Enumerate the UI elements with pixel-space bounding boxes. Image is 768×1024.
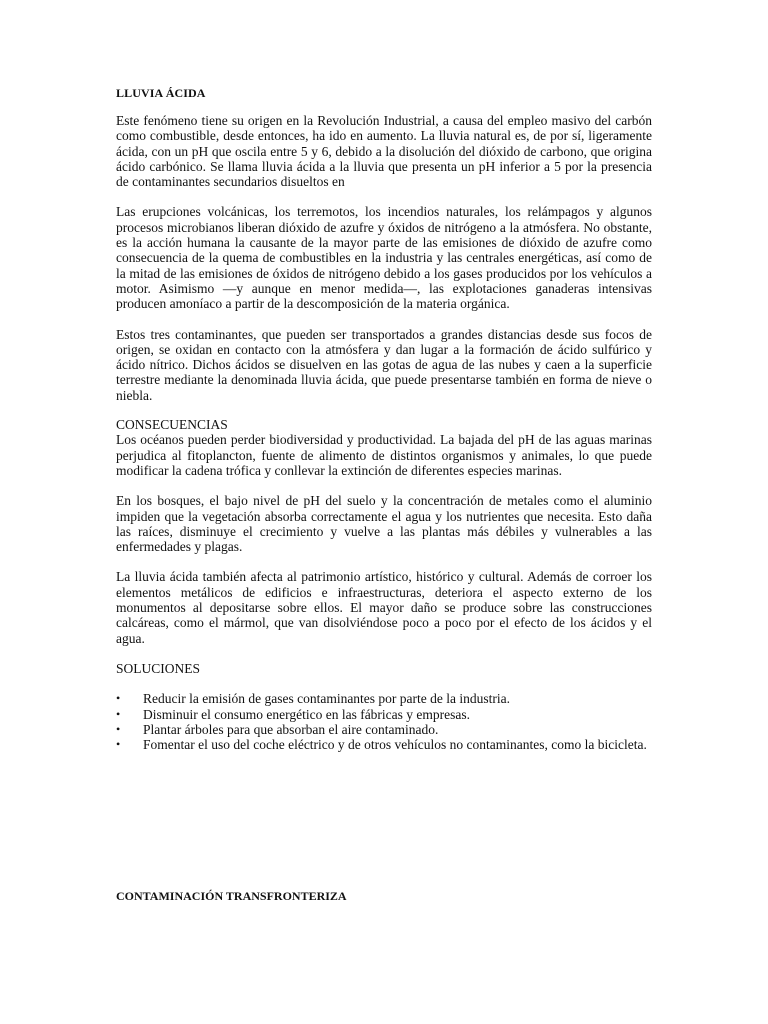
paragraph-heritage: La lluvia ácida también afecta al patrimonio artístico, histórico y cultural. Además de corroer los elementos metálicos de edificios e infraestructuras, deteriora el aspecto externo de los monumentos al depositarse sobre ellos. El mayor daño se produce sobre las construcciones calcáreas, como el mármol, que van disolviéndose poco a poco por el efecto de los ácidos y el agua. [116,569,652,646]
bullet-icon: • [116,737,121,752]
list-item-text: Plantar árboles para que absorban el aire contaminado. [143,721,439,737]
paragraph-formation: Estos tres contaminantes, que pueden ser transportados a grandes distancias desde sus focos de origen, se oxidan en contacto con la atmósfera y dan lugar a la formación de ácido sulfúrico y ácido nítrico. Dichos ácidos se disuelven en las gotas de agua de las nubes y caen a la superficie terrestre mediante la denominada lluvia ácida, que puede presentarse también en forma de nieve o niebla. [116,326,652,403]
bullet-icon: • [116,706,121,721]
list-item [116,722,652,737]
document-title: LLUVIA ÁCIDA [116,86,206,100]
list-item [116,691,652,706]
soluciones-list [116,691,652,752]
list-item [116,737,652,752]
bullet-icon: • [116,721,121,736]
paragraph-origin: Este fenómeno tiene su origen en la Revolución Industrial, a causa del empleo masivo del carbón como combustible, desde entonces, ha ido en aumento. La lluvia natural es, de por sí, ligeramente ácida, con un pH que oscila entre 5 y 6, debido a la disolución del dióxido de carbono, que origina ácido carbónico. Se llama lluvia ácida a la lluvia que presenta un pH inferior a 5 por la presencia de contaminantes secundarios disueltos en [116,113,652,190]
paragraph-forests: En los bosques, el bajo nivel de pH del suelo y la concentración de metales como el aluminio impiden que la vegetación absorba correctamente el agua y los nutrientes que necesita. Esto daña las raíces, disminuye el crecimiento y vuelve a las plantas más débiles y vulnerables a las enfermedades y plagas. [116,493,652,555]
soluciones-heading: SOLUCIONES [116,660,201,676]
next-section-title: CONTAMINACIÓN TRANSFRONTERIZA [116,889,347,903]
consecuencias-heading: CONSECUENCIAS [116,417,228,433]
list-item-text: Reducir la emisión de gases contaminantes por parte de la industria. [143,691,511,707]
document-page [116,86,652,752]
list-item [116,707,652,722]
list-item-text: Disminuir el consumo energético en las fábricas y empresas. [143,706,471,722]
bullet-icon: • [116,691,121,706]
list-item-text: Fomentar el uso del coche eléctrico y de otros vehículos no contaminantes, como la bicicleta. [143,737,647,753]
paragraph-oceans: Los océanos pueden perder biodiversidad y productividad. La bajada del pH de las aguas marinas perjudica al fitoplancton, fuente de alimento de distintos organismos y animales, lo que puede modificar la cadena trófica y conllevar la extinción de diferentes especies marinas. [116,432,652,478]
paragraph-sources: Las erupciones volcánicas, los terremotos, los incendios naturales, los relámpagos y algunos procesos microbianos liberan dióxido de azufre y óxidos de nitrógeno a la atmósfera. No obstante, es la acción humana la causante de la mayor parte de las emisiones de dióxido de azufre como consecuencia de la quema de combustibles en la industria y las centrales energéticas, así como de la mitad de las emisiones de óxidos de nitrógeno debido a los gases producidos por los vehículos a motor. Asimismo —y aunque en menor medida—, las explotaciones ganaderas intensivas producen amoníaco a partir de la descomposición de la materia orgánica. [116,204,652,312]
